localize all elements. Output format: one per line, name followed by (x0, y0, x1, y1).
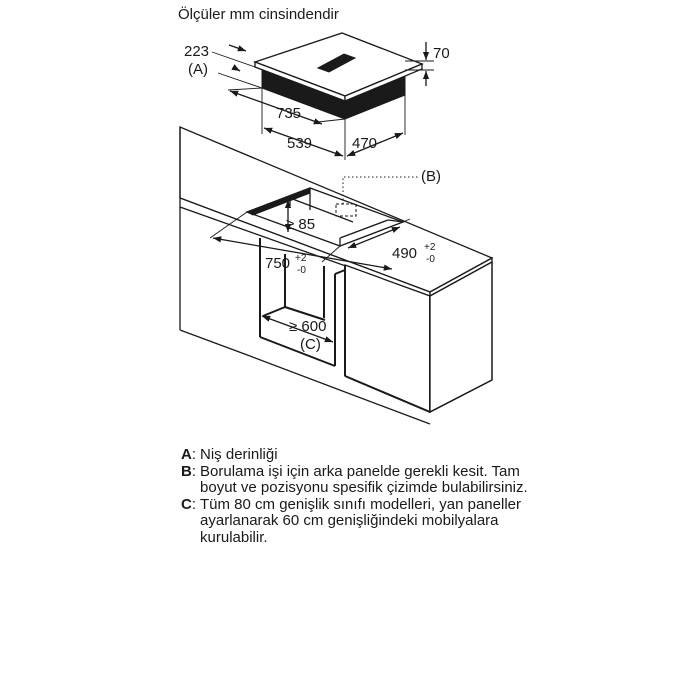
marker-c: (C) (300, 336, 321, 353)
legend-item-b: B : Borulama işi için arka panelde gerekli kesit. Tam boyut ve pozisyonu spesifik çizimde bulabilirsiniz. (181, 464, 541, 497)
dim-735-label: 735 (276, 105, 302, 122)
dim-750-label: 750 (265, 255, 291, 272)
dimension-600 (262, 316, 333, 353)
marker-a: (A) (188, 61, 208, 78)
dim-490-tol-plus: +2 (424, 242, 436, 253)
dim-750-tol-minus: -0 (297, 265, 306, 276)
dim-600-label: ≥ 600 (289, 318, 327, 335)
dim-223-label: 223 (184, 43, 210, 60)
dim-70-label: 70 (433, 45, 450, 62)
dim-539-label: 539 (287, 135, 313, 152)
legend-text-b: Borulama işi için arka panelde gerekli kesit. Tam boyut ve pozisyonu spesifik çizimde bulabilirsiniz. (200, 462, 528, 496)
legend-text-c: Tüm 80 cm genişlik sınıfı modelleri, yan paneller ayarlanarak 60 cm genişliğindeki mobilyalara kurulabilir. (200, 495, 521, 546)
legend-text-a: Niş derinliği (200, 446, 278, 463)
dim-750-tol-plus: +2 (295, 253, 307, 264)
kitchen-cabinet-illustration (180, 127, 492, 424)
legend (181, 447, 541, 546)
marker-b: (B) (421, 168, 441, 185)
legend-key-c: C (181, 495, 192, 513)
legend-key-a: A (181, 446, 192, 463)
dimension-223 (184, 43, 262, 88)
legend-key-b: B (181, 462, 192, 480)
legend-item-a: A : Niş derinliği (181, 447, 541, 464)
legend-item-c: C : Tüm 80 cm genişlik sınıfı modelleri, yan paneller ayarlanarak 60 cm genişliğindeki mobilyalara kurulabilir. (181, 497, 541, 547)
dim-490-tol-minus: -0 (426, 254, 435, 265)
units-note: Ölçüler mm cinsindendir (178, 6, 339, 23)
dim-470-label: 470 (352, 135, 378, 152)
dim-85-label: ≥ 85 (286, 216, 316, 233)
dim-490-label: 490 (392, 245, 418, 262)
